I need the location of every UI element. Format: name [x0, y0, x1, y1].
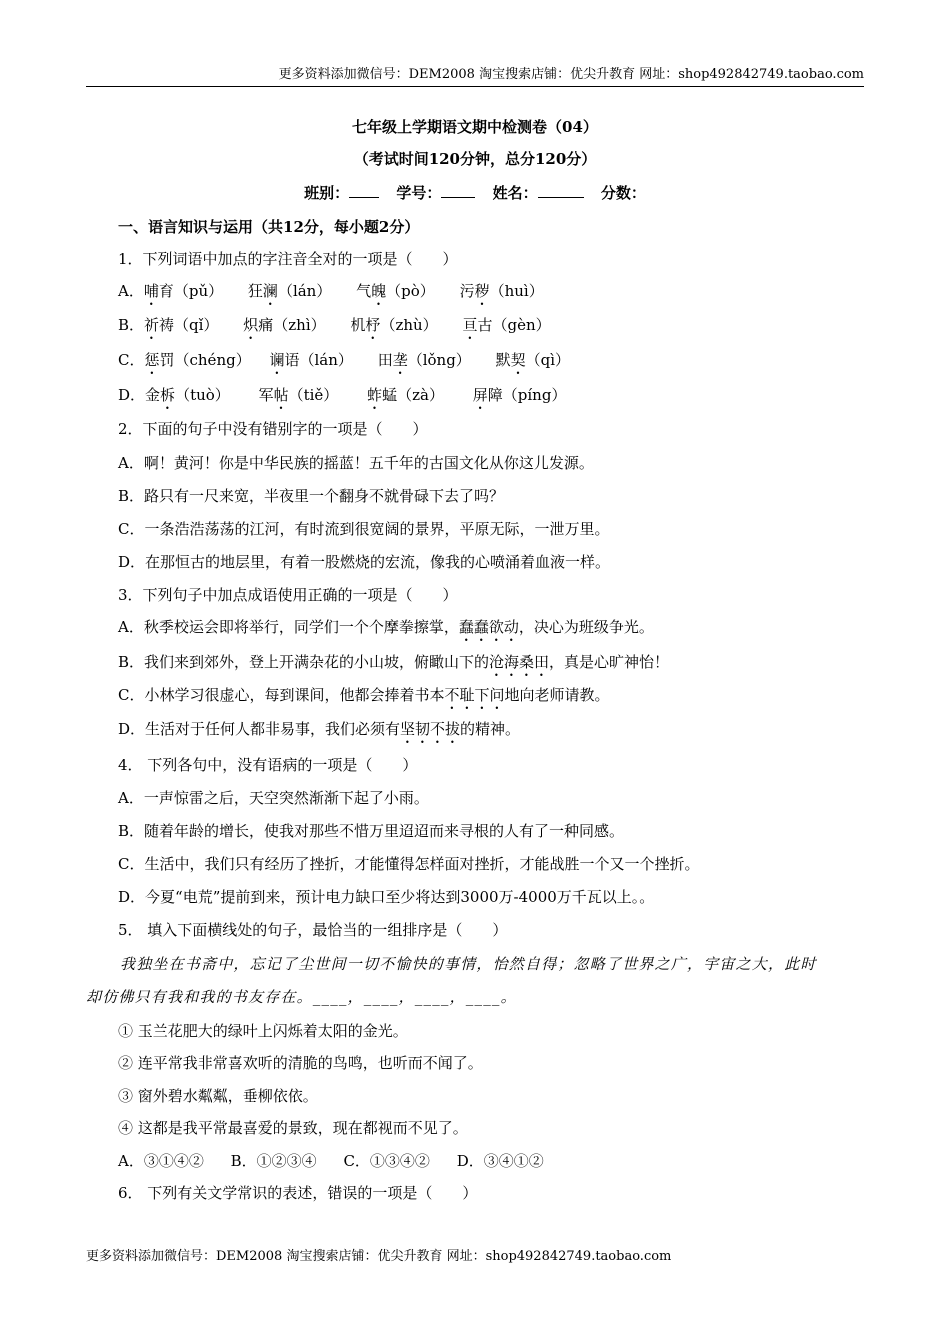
q5-stem: 5． 填入下面横线处的句子，最恰当的一组排序是（ ） [118, 921, 508, 939]
q4-stem: 4． 下列各句中，没有语病的一项是（ ） [118, 756, 418, 774]
id-field[interactable] [396, 184, 475, 202]
exam-subtitle: （考试时间120分钟，总分120分） [353, 150, 597, 168]
q3-option-d[interactable]: D．生活对于任何人都非易事，我们必须有坚韧不拔的精神。 [118, 720, 521, 738]
q5-option-d[interactable]: D．③④①② [456, 1152, 544, 1170]
q2-option-c[interactable]: C．一条浩浩荡荡的江河，有时流到很宽阔的景界，平原无际，一泄万里。 [118, 520, 610, 538]
exam-title: 七年级上学期语文期中检测卷（04） [352, 118, 598, 136]
q5-sentence-4: ④ 这都是我平常最喜爱的景致，现在都视而不见了。 [118, 1119, 468, 1137]
q5-passage-line-1: 我独坐在书斋中，忘记了尘世间一切不愉快的事情，怡然自得；忽略了世界之广，宇宙之大，此时 [120, 955, 817, 973]
q4-option-c[interactable]: C．生活中，我们只有经历了挫折，才能懂得怎样面对挫折，才能战胜一个又一个挫折。 [118, 855, 700, 873]
q1-option-b[interactable]: B．祈祷（qǐ） 炽痛（zhì） 机杼（zhù） 亘古（gèn） [118, 316, 551, 334]
q6-stem: 6． 下列有关文学常识的表述，错误的一项是（ ） [118, 1184, 478, 1202]
page-header: 更多资料添加微信号：DEM2008 淘宝搜索店铺：优尖升教育 网址：shop492842749.taobao.com [278, 67, 864, 82]
q5-passage-line-2: 却仿佛只有我和我的书友存在。____，____，____，____。 [86, 988, 517, 1006]
class-field[interactable] [304, 184, 379, 202]
q4-option-a[interactable]: A．一声惊雷之后，天空突然渐渐下起了小雨。 [118, 789, 429, 807]
q2-stem: 2．下面的句子中没有错别字的一项是（ ） [118, 420, 428, 438]
q2-option-a[interactable]: A．啊！黄河！你是中华民族的摇蓝！五千年的古国文化从你这儿发源。 [118, 454, 594, 472]
q5-sentence-3: ③ 窗外碧水粼粼，垂柳依依。 [118, 1087, 318, 1105]
q2-option-d[interactable]: D．在那恒古的地层里，有着一股燃烧的宏流，像我的心喷涌着血液一样。 [118, 553, 611, 571]
q5-options [118, 1150, 544, 1172]
q1-stem: 1．下列词语中加点的字注音全对的一项是（ ） [118, 250, 458, 268]
q2-option-b[interactable]: B．路只有一尺来宽，半夜里一个翻身不就骨碌下去了吗？ [118, 487, 505, 505]
q1-option-a[interactable]: A．哺育（pǔ） 狂澜（lán） 气魄（pò） 污秽（huì） [118, 282, 544, 300]
page-footer: 更多资料添加微信号：DEM2008 淘宝搜索店铺：优尖升教育 网址：shop492842749.taobao.com [86, 1249, 672, 1264]
q3-option-c[interactable]: C．小林学习很虚心，每到课间，他都会捧着书本不耻下问地向老师请教。 [118, 686, 610, 704]
q1-option-d[interactable]: D．金柝（tuò） 军帖（tiě） 蚱蜢（zà） 屏障（píng） [118, 386, 567, 404]
name-field[interactable] [493, 184, 584, 202]
section-1-heading: 一、语言知识与运用（共12分，每小题2分） [118, 218, 420, 236]
q5-option-b[interactable]: B．①②③④ [230, 1152, 317, 1170]
q4-option-b[interactable]: B．随着年龄的增长，使我对那些不惜万里迢迢而来寻根的人有了一种同感。 [118, 822, 625, 840]
q3-option-a[interactable]: A．秋季校运会即将举行，同学们一个个摩拳擦掌，蠢蠢欲动，决心为班级争光。 [118, 618, 654, 636]
student-info-line [86, 182, 864, 204]
q3-stem: 3．下列句子中加点成语使用正确的一项是（ ） [118, 586, 458, 604]
header-rule [86, 86, 864, 87]
q5-sentence-2: ② 连平常我非常喜欢听的清脆的鸟鸣，也听而不闻了。 [118, 1054, 483, 1072]
q5-sentence-1: ① 玉兰花肥大的绿叶上闪烁着太阳的金光。 [118, 1022, 408, 1040]
q4-option-d[interactable]: D．今夏“电荒”提前到来，预计电力缺口至少将达到3000万-4000万千瓦以上。。 [118, 888, 655, 906]
score-field[interactable] [601, 184, 646, 202]
name-label: 姓名： [492, 184, 538, 202]
q3-option-b[interactable]: B．我们来到郊外，登上开满杂花的小山坡，俯瞰山下的沧海桑田，真是心旷神怡！ [118, 653, 670, 671]
q1-option-c[interactable]: C．惩罚（chéng） 谰语（lán） 田垄（lǒng） 默契（qì） [118, 351, 571, 369]
score-label: 分数： [600, 184, 646, 202]
id-label: 学号： [396, 184, 442, 202]
q5-option-a[interactable]: A．③①④② [118, 1152, 204, 1170]
class-label: 班别： [304, 184, 350, 202]
q5-option-c[interactable]: C．①③④② [343, 1152, 430, 1170]
